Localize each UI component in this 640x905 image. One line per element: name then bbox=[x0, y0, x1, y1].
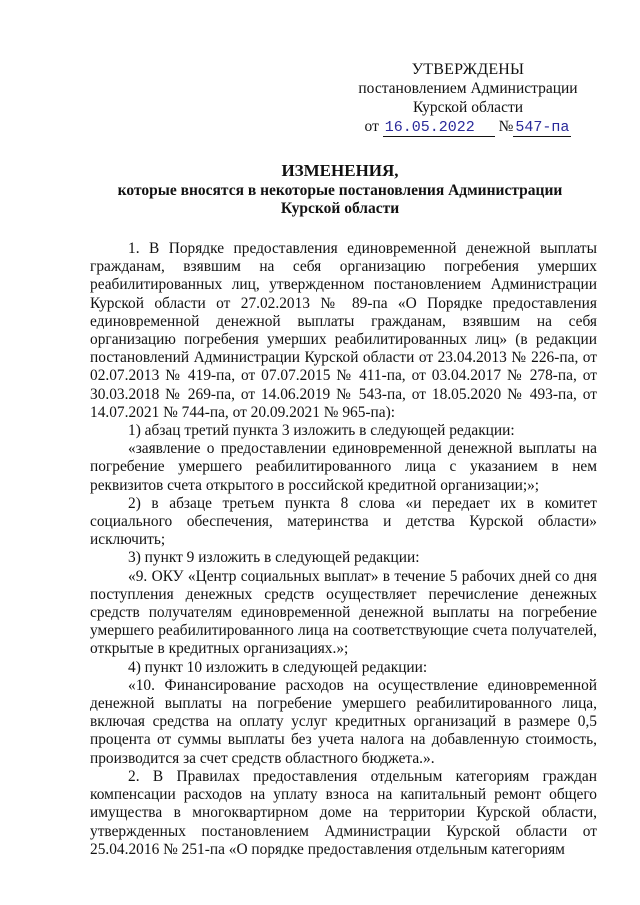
number-prefix: № bbox=[498, 118, 514, 135]
paragraph: 3) пункт 9 изложить в следующей редакции: bbox=[128, 549, 420, 567]
approval-line-1: постановлением Администрации bbox=[358, 80, 578, 97]
paragraph: 1) абзац третий пункта 3 изложить в следующей редакции: bbox=[128, 422, 515, 440]
paragraph: 2) в абзаце третьем пункта 8 слова «и передает их в комитет социального обеспечения, материнства и детства Курской области» исключить; bbox=[90, 494, 597, 549]
paragraph: 4) пункт 10 изложить в следующей редакции: bbox=[128, 658, 428, 676]
number-value: 547-па bbox=[515, 119, 570, 136]
paragraph: 2. В Правилах предоставления отдельным категориям граждан компенсации расходов на уплату взноса на капитальный ремонт общего имущества в многоквартирном доме на территории Курской области, утвержденных постановлением Администрации Курской области от 25.04.2016 № 251-па «О порядке предоставления отдельным категориям bbox=[90, 767, 597, 858]
document-body bbox=[90, 240, 597, 859]
approval-block bbox=[358, 60, 578, 137]
paragraph: «9. ОКУ «Центр социальных выплат» в течение 5 рабочих дней со дня поступления денежных средств осуществляет перечисление денежных средств получателям единовременной денежной выплаты на погребение умершего реабилитированного лица на соответствующие счета получателей, открытые в кредитных организациях.»; bbox=[90, 567, 597, 658]
approval-line-2: Курской области bbox=[412, 99, 524, 116]
number-field bbox=[513, 119, 571, 137]
date-prefix: от bbox=[364, 118, 379, 135]
title-main: ИЗМЕНЕНИЯ, bbox=[281, 161, 399, 180]
date-field bbox=[383, 119, 495, 137]
date-value: 16.05.2022 bbox=[384, 119, 475, 136]
paragraph: «10. Финансирование расходов на осуществление единовременной денежной выплаты на погребение умершего реабилитированного лица, включая средства на оплату услуг кредитных организаций в размере 0,5 процента от суммы выплаты без учета налога на добавленную стоимость, производится за счет средств областного бюджета.». bbox=[90, 676, 597, 767]
paragraph: «заявление о предоставлении единовременной денежной выплаты на погребение умершего реабилитированного лица с указанием в нем реквизитов счета открытого в российской кредитной организации;»; bbox=[90, 440, 597, 494]
approval-date-line bbox=[358, 117, 578, 137]
paragraph: 1. В Порядке предоставления единовременной денежной выплаты гражданам, взявшим на себя организацию погребения умерших реабилитированных лиц, утвержденном постановлением Администрации Курской области от 27.02.2013 № 89-па «О Порядке предоставления единовременной денежной выплаты гражданам, взявшим на себя организацию погребения умерших реабилитированных лиц» (в редакции постановлений Администрации Курской области от 23.04.2013 № 226-па, от 02.07.2013 № 419-па, от 07.07.2015 № 411-па, от 03.04.2017 № 278-па, от 30.03.2018 № 269-па, от 14.06.2019 № 543-па, от 18.05.2020 № 493-па, от 14.07.2021 № 744-па, от 20.09.2021 № 965-па): bbox=[90, 240, 597, 421]
approval-heading: УТВЕРЖДЕНЫ bbox=[411, 61, 525, 78]
document-title bbox=[90, 160, 590, 218]
title-sub-line-1: которые вносятся в некоторые постановления Администрации bbox=[117, 182, 563, 199]
title-sub-line-2: Курской области bbox=[280, 200, 400, 217]
